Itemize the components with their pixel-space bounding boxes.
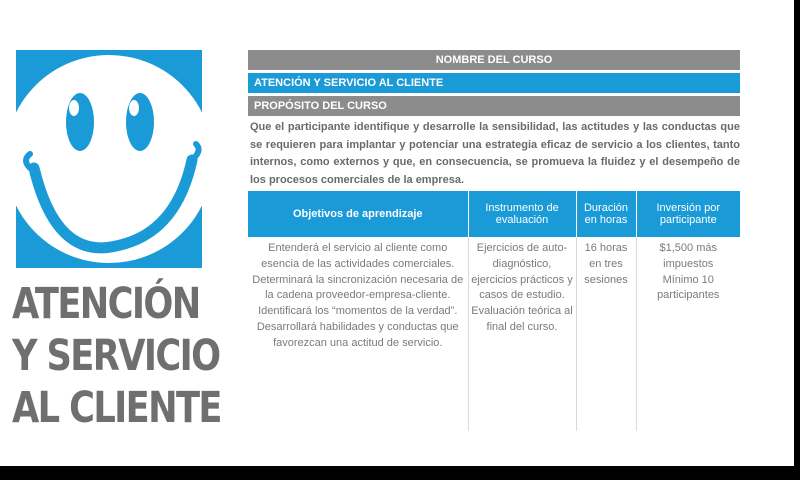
table-row — [248, 237, 740, 431]
course-name-header: NOMBRE DEL CURSO — [248, 50, 740, 70]
objective-item: Determinará la sincronización necesaria de la cadena proveedor-empresa-cliente. — [252, 273, 464, 302]
objective-item: Desarrollará habilidades y conductas que favorezcan una actitud de servicio. — [256, 320, 459, 349]
course-info — [248, 50, 740, 431]
investment-value: $1,500 más impuestos — [659, 242, 717, 270]
smiley-face-icon — [16, 50, 202, 268]
duration-cell — [576, 237, 636, 431]
duration-value: 16 horas en tres sesiones — [584, 242, 628, 286]
course-table — [248, 191, 740, 431]
logo-title — [12, 278, 221, 434]
purpose-text: Que el participante identifique y desarrolle la sensibilidad, las actitudes y las conductas que se requieren para implantar y potenciar una estrategia eficaz de servicio a los clientes, tanto internos, como externos y que, en consecuencia, se promueva la fluidez y el desempeño de los procesos comerciales de la empresa. — [250, 121, 740, 186]
frame-edge — [794, 0, 800, 480]
logo-title-line-3: AL CLIENTE — [12, 383, 221, 433]
logo-title-line-2: Y SERVICIO — [12, 331, 220, 381]
smiley-logo — [16, 50, 202, 268]
purpose-header: PROPÓSITO DEL CURSO — [248, 96, 740, 116]
header-duration: Duración en horas — [576, 191, 636, 237]
header-investment: Inversión por participante — [636, 191, 740, 237]
evaluation-cell — [468, 237, 576, 431]
objective-item: Entenderá el servicio al cliente como esencia de las actividades comerciales. — [261, 242, 455, 270]
evaluation-item: Ejercicios de auto-diagnóstico, ejercicios prácticos y casos de estudio. — [471, 242, 573, 302]
evaluation-item: Evaluación teórica al final del curso. — [471, 305, 573, 333]
objective-item: Identificará los “momentos de la verdad”. — [258, 305, 458, 318]
objectives-cell — [248, 237, 468, 431]
logo-title-line-1: ATENCIÓN — [12, 279, 200, 329]
investment-cell — [636, 237, 740, 431]
header-objectives: Objetivos de aprendizaje — [248, 191, 468, 237]
header-evaluation: Instrumento de evaluación — [468, 191, 576, 237]
course-name: ATENCIÓN Y SERVICIO AL CLIENTE — [248, 73, 740, 93]
investment-minimum: Mínimo 10 participantes — [657, 273, 720, 302]
table-header-row — [248, 191, 740, 237]
